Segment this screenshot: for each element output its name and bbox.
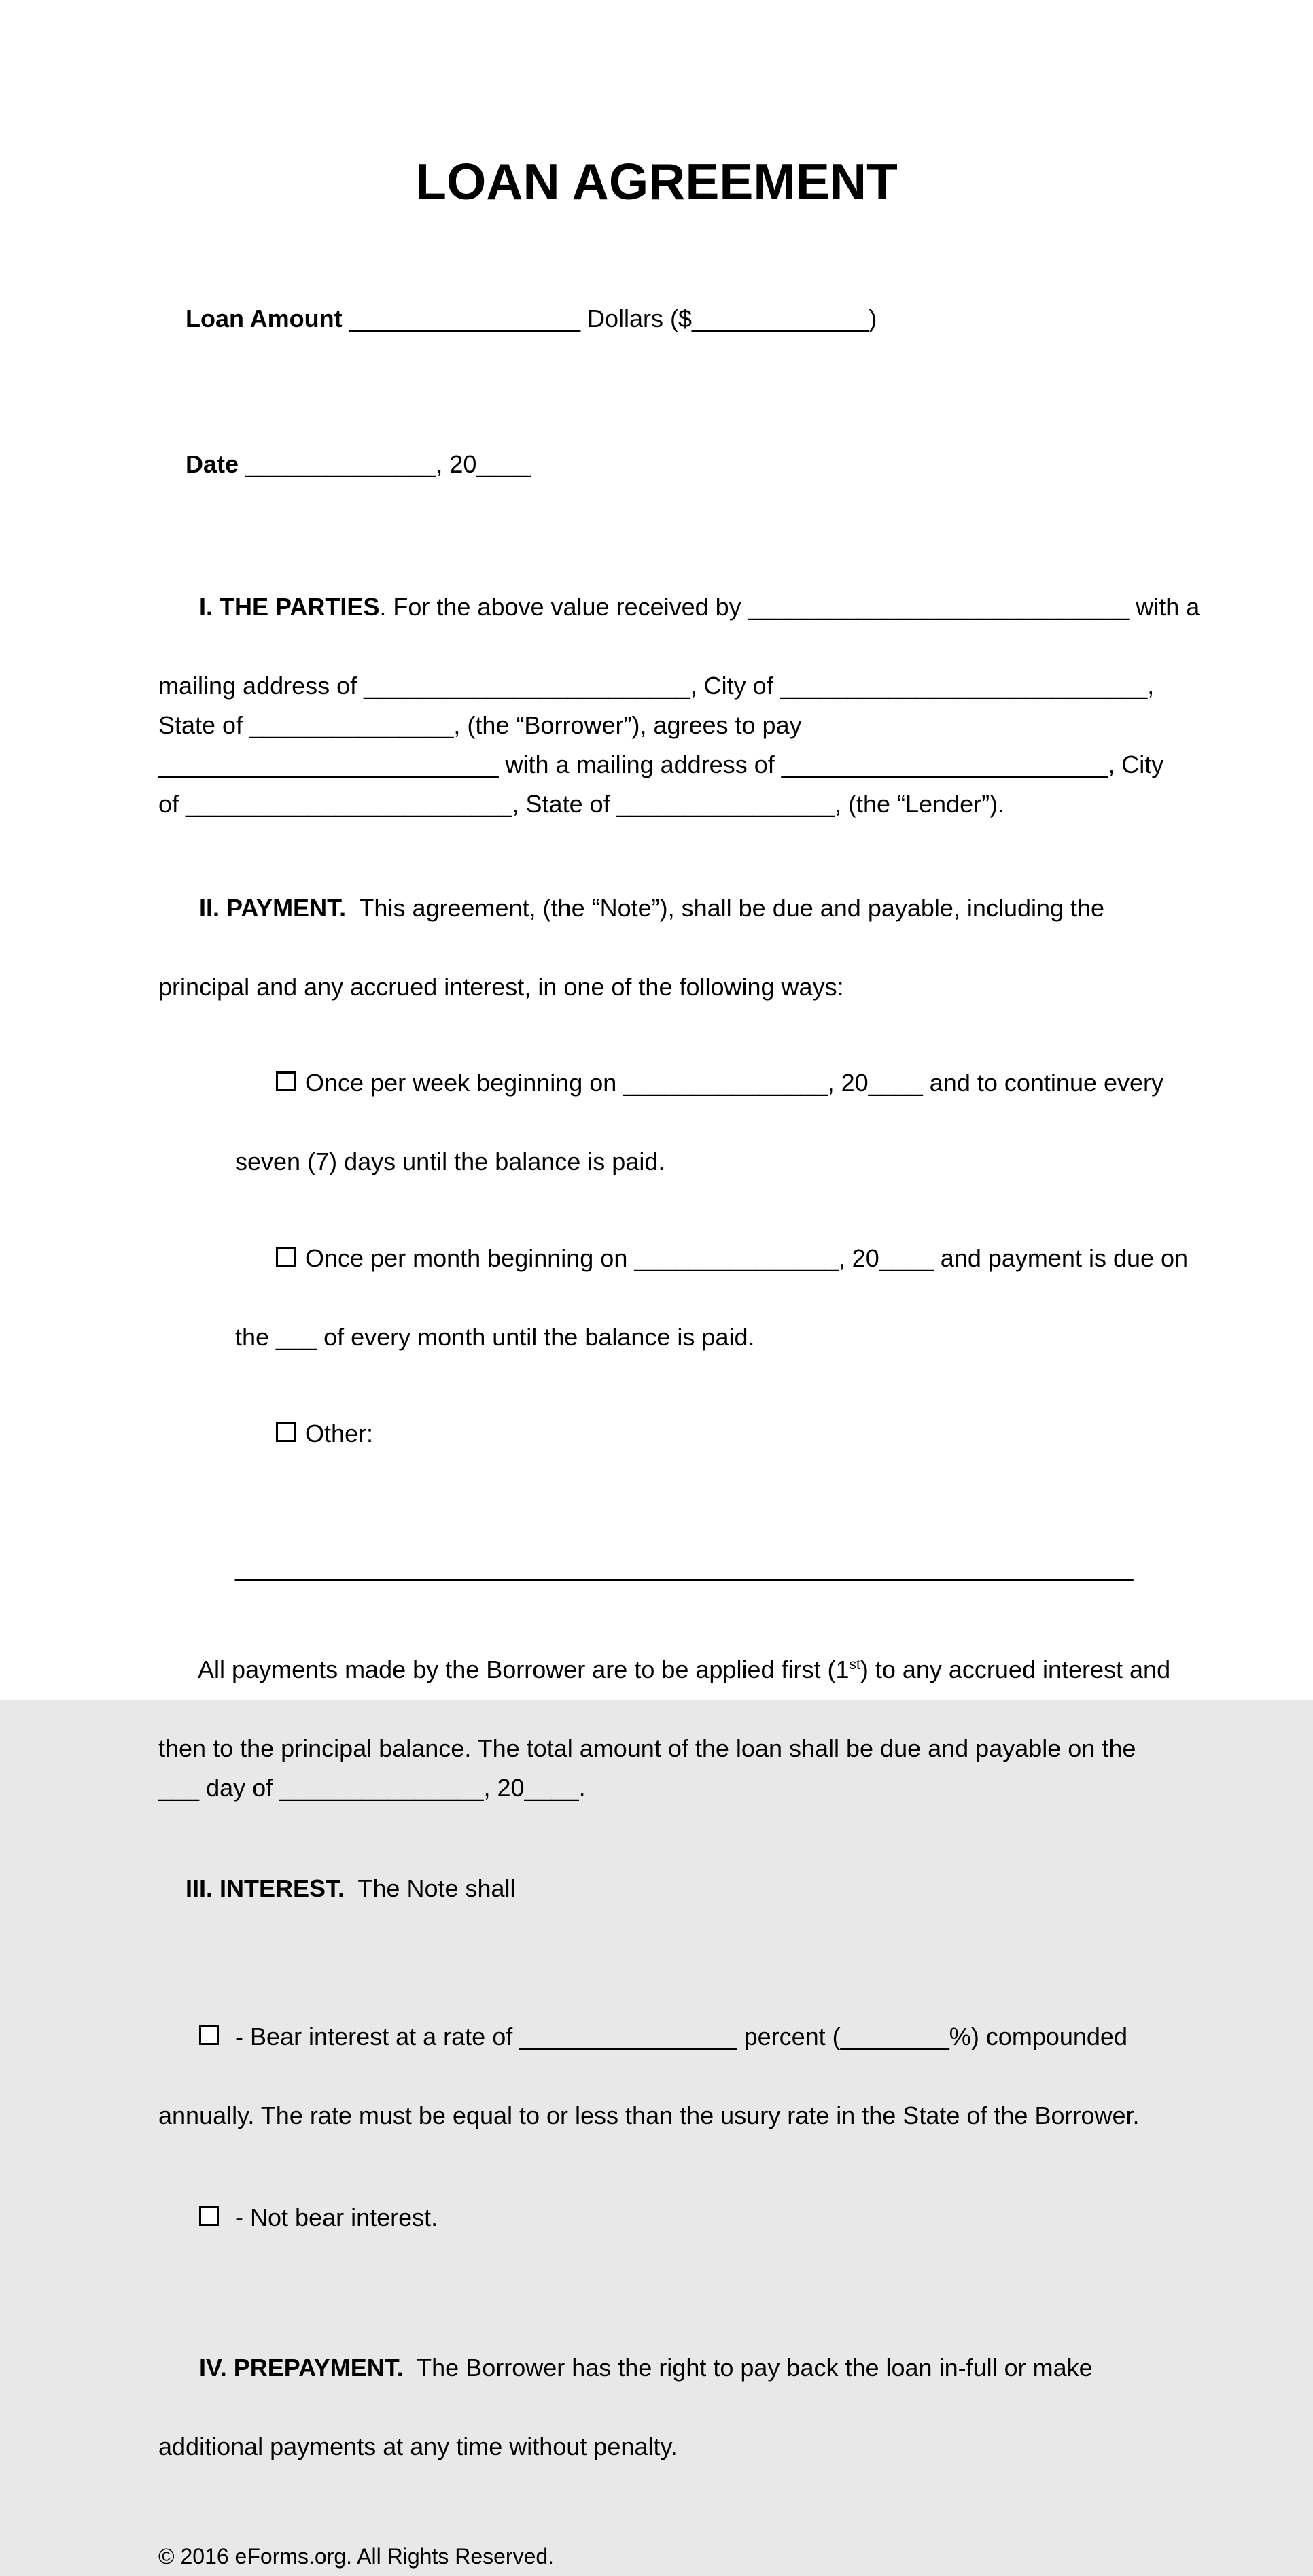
weekly-option-line-1 — [235, 1024, 1164, 1142]
section-prepayment — [158, 2309, 1155, 2467]
weekly-option-line-2: seven (7) days until the balance is paid. — [235, 1148, 665, 1175]
monthly-payment-checkbox[interactable] — [276, 1247, 296, 1267]
not-bear-interest-text: - Not bear interest. — [228, 2203, 438, 2231]
copyright-footer: © 2016 eForms.org. All Rights Reserved. — [158, 2544, 555, 2569]
date-line — [158, 405, 1155, 523]
parties-heading: I. THE PARTIES — [199, 593, 380, 621]
date-label: Date — [186, 450, 246, 478]
applied-payments-paragraph — [158, 1611, 1171, 1808]
document-title: LOAN AGREEMENT — [415, 153, 898, 210]
applied-line-2: then to the principal balance. The total amount of the loan shall be due and payable on the — [158, 1734, 1136, 1762]
parties-line-1-text: . For the above value received by ____________________________ with a — [379, 593, 1200, 621]
not-bear-interest-line — [158, 2159, 1155, 2277]
other-option-line — [235, 1375, 1155, 1493]
parties-line-3: State of _______________, (the “Borrower”), agrees to pay — [158, 711, 802, 739]
loan-amount-blank[interactable]: _________________ Dollars ($_____________) — [349, 305, 877, 332]
loan-amount-label: Loan Amount — [186, 305, 349, 332]
applied-line-1-pre: All payments made by the Borrower are to be applied first (1 — [198, 1655, 850, 1683]
parties-line-5: of ________________________, State of ________________, (the “Lender”). — [158, 790, 1005, 818]
bear-interest-line-1 — [158, 1978, 1155, 2096]
weekly-option-text: Once per week beginning on _______________, 20____ and to continue every — [305, 1069, 1164, 1097]
applied-line-3: ___ day of _______________, 20____. — [158, 1774, 586, 1802]
applied-line-1 — [158, 1611, 1171, 1729]
interest-heading: III. INTEREST. — [186, 1874, 345, 1902]
loan-amount-line — [158, 260, 1155, 378]
weekly-payment-checkbox[interactable] — [276, 1071, 296, 1091]
other-write-in-line[interactable]: __________________________________________________________________ — [235, 1553, 1134, 1581]
section-interest-heading — [158, 1830, 1155, 1948]
parties-line-2: mailing address of ________________________, City of ___________________________, — [158, 672, 1155, 700]
date-blank[interactable]: ______________, 20____ — [245, 450, 531, 478]
prepayment-line-2: additional payments at any time without penalty. — [158, 2433, 678, 2460]
monthly-option-text: Once per month beginning on _______________, 20____ and payment is due on — [305, 1244, 1189, 1272]
monthly-option-line-1 — [235, 1199, 1189, 1318]
interest-option-none — [158, 2159, 1155, 2277]
prepayment-heading: IV. PREPAYMENT. — [199, 2354, 404, 2382]
payment-line-2: principal and any accrued interest, in one of the following ways: — [158, 973, 844, 1001]
payment-option-monthly — [235, 1199, 1189, 1357]
bear-interest-checkbox[interactable] — [199, 2025, 219, 2045]
applied-line-1-post: ) to any accrued interest and — [860, 1655, 1171, 1683]
section-payment — [158, 849, 1155, 1007]
payment-heading: II. PAYMENT. — [199, 894, 347, 922]
section-parties — [158, 548, 1200, 824]
other-payment-checkbox[interactable] — [276, 1422, 296, 1442]
prepayment-line-1 — [158, 2309, 1155, 2427]
payment-option-other — [235, 1375, 1155, 1493]
payment-option-weekly — [235, 1024, 1164, 1182]
no-interest-checkbox[interactable] — [199, 2206, 219, 2226]
ordinal-superscript: st — [849, 1657, 860, 1672]
bear-interest-text: - Bear interest at a rate of ________________ percent (________%) compounded — [228, 2023, 1127, 2050]
bear-interest-line-2: annually. The rate must be equal to or less than the usury rate in the State of the Borrower. — [158, 2101, 1140, 2129]
interest-heading-text: The Note shall — [345, 1874, 516, 1902]
parties-line-1 — [158, 548, 1200, 666]
payment-line-1-text: This agreement, (the “Note”), shall be due and payable, including the — [346, 894, 1105, 922]
other-option-label: Other: — [305, 1420, 374, 1447]
payment-line-1 — [158, 849, 1155, 967]
monthly-option-line-2: the ___ of every month until the balance is paid. — [235, 1323, 755, 1351]
prepayment-line-1-text: The Borrower has the right to pay back the loan in-full or make — [403, 2354, 1093, 2382]
interest-option-bear — [158, 1978, 1155, 2135]
parties-line-4: _________________________ with a mailing address of ________________________, City — [158, 751, 1164, 778]
